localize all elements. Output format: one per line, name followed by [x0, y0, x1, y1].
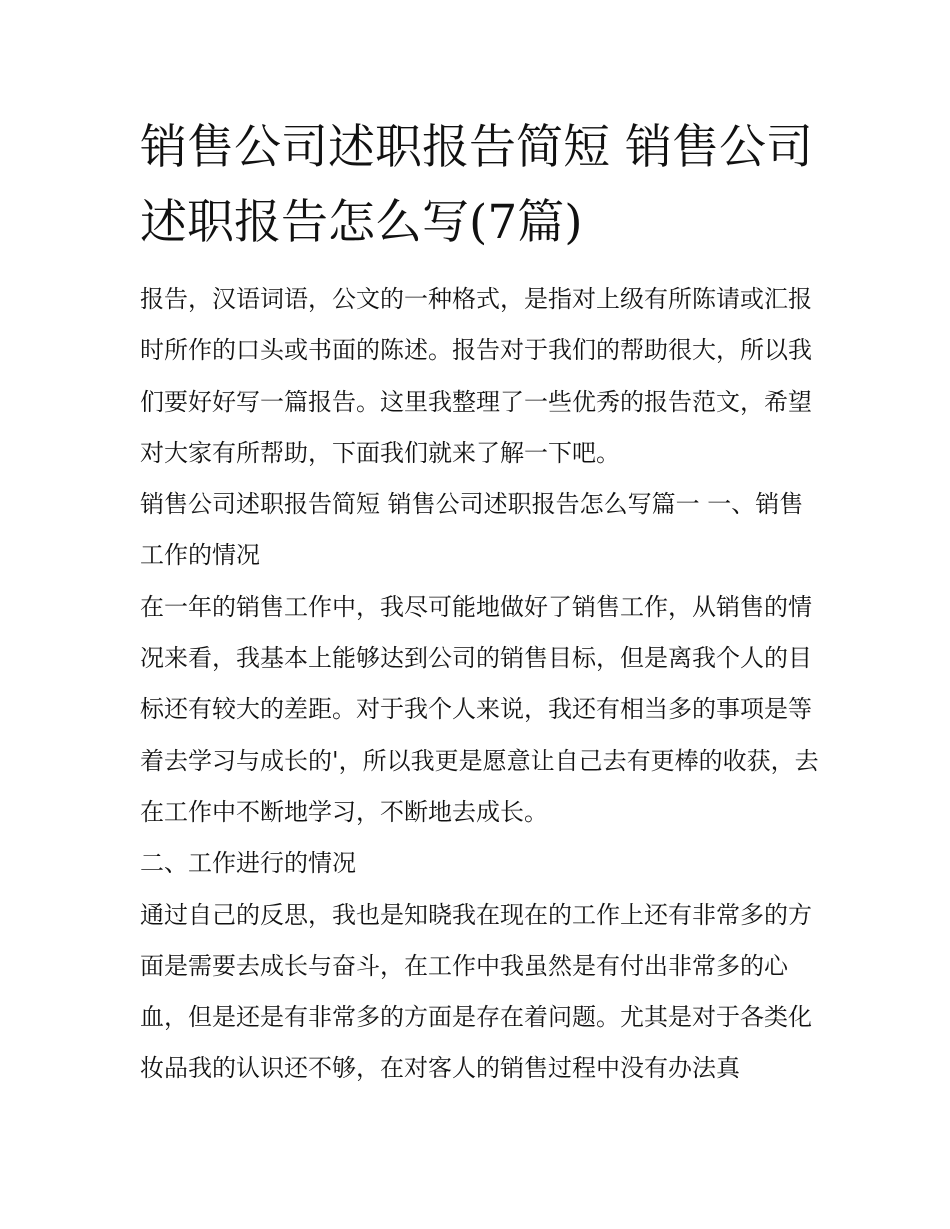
section-heading-2: 二、工作进行的情况: [140, 849, 356, 878]
section-heading-1: 销售公司述职报告简短 销售公司述职报告怎么写篇一 一、销售工作的情况: [140, 490, 804, 570]
document-title: 销售公司述职报告简短 销售公司述职报告怎么写(7篇): [140, 120, 813, 250]
body-paragraph: 在一年的销售工作中，我尽可能地做好了销售工作，从销售的情况来看，我基本上能够达到公司的销售目标，但是离我个人的目标还有较大的差距。对于我个人来说，我还有相当多的事项是等着去学习与成长的'，所以我更是愿意让自己去有更棒的收获，去在工作中不断地学习，不断地去成长。: [140, 592, 819, 826]
body-paragraph: 通过自己的反思，我也是知晓我在现在的工作上还有非常多的方面是需要去成长与奋斗，在工作中我虽然是有付出非常多的心血，但是还是有非常多的方面是存在着问题。尤其是对于各类化妆品我的认识还不够，在对客人的销售过程中没有办法真: [140, 900, 812, 1083]
document-body: [140, 274, 820, 1095]
intro-paragraph: 报告，汉语词语，公文的一种格式，是指对上级有所陈请或汇报时所作的口头或书面的陈述。报告对于我们的帮助很大，所以我们要好好写一篇报告。这里我整理了一些优秀的报告范文，希望对大家有所帮助，下面我们就来了解一下吧。: [140, 285, 812, 467]
